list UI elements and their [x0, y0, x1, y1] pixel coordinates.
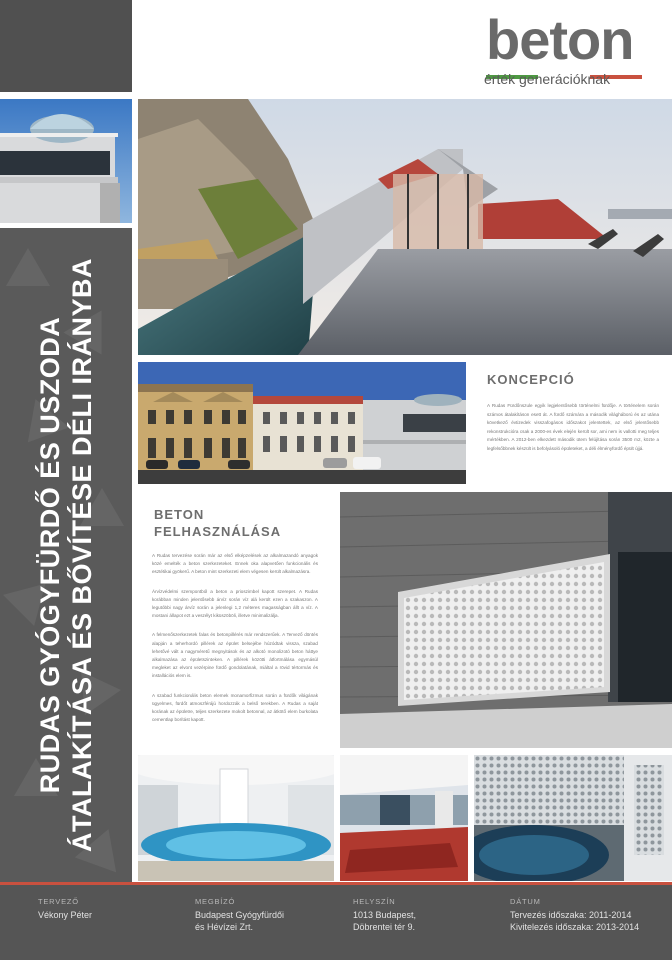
usage-paragraph: A Rudas tervezése során már az első elképzelések az alkalmazandó anyagok közé emelték a beton szerkezeteket. Ennek oka alapvetően funkcionális és esztétikai gyökerű. A beton mint szerkezeti elem végesen került alkalmazásra.	[152, 553, 318, 575]
client-value	[195, 910, 284, 933]
beton-logo: beton	[486, 8, 634, 71]
photo-red-pool-hall	[340, 755, 468, 881]
logo-tagline: érték generációknak	[484, 71, 611, 87]
date-line2: Kivitelezés időszaka: 2013-2014	[510, 921, 640, 932]
vertical-project-title	[0, 228, 132, 882]
concept-text: A Rudas Fürdőnszule egyik legjelentősebb történelmi fürdője. A történelem során számos átalakításon esett át. A fürdő számára a második világháború és az utána következő évtizedek visszafogásos időszakot jelentettek, az első jelentősebb rekonstrukcióra csak a 2000-es évek elején került sor, ami nem is vallotti meg teljes mértékben. A 2012-ben elkezdett második ütem felújítása során 3500 m2, közte a legfelsőbbnek készült is befolyásoló épületeket, a déli élményfürdő épült újjá.	[487, 403, 659, 451]
date-value	[510, 910, 639, 933]
client-line1: Budapest Gyógyfürdői	[195, 910, 285, 920]
usage-paragraph: Árvízvédelmi szempontból a beton a prioszimbel kapott szerepet. A Rudas korábban minden jelentősebb árvíz során víz alá került ezen a szakaszon. A legutóbbi nagy árvíz során a jelenlegi 1,2 méteres magasságban állt a víz. A mostani állapot ezt a veszélyt kiküszöböli, illetve minimalizálja.	[152, 588, 318, 619]
client-label: MEGBÍZÓ	[195, 897, 236, 906]
location-line2: Döbrentei tér 9.	[353, 921, 416, 932]
usage-paragraph: A szabad funkcionális beton elemek monamorfizmus során a fürdők világának ügyelmes, fürdőt atmoszférájú hordozzák a belső terekben. A Rudas a saját korának az épületre, teljes szerkezete mokolt betonnal, az átkötő elem burkolata cementlap borítást kapott.	[152, 692, 318, 723]
date-label: DÁTUM	[510, 897, 541, 906]
photo-dome-building	[0, 99, 132, 223]
designer-label: TERVEZŐ	[38, 897, 79, 906]
photo-rooftop-terrace	[138, 99, 672, 355]
vertical-title-line1: RUDAS GYÓGYFÜRDŐ ÉS USZODA	[35, 316, 65, 794]
location-line1: 1013 Budapest,	[353, 910, 417, 920]
location-value	[353, 910, 416, 933]
usage-heading	[154, 506, 281, 540]
footer-info-bar	[0, 882, 672, 960]
usage-body	[152, 552, 318, 735]
top-left-block	[0, 0, 132, 92]
concept-heading: KONCEPCIÓ	[487, 372, 575, 387]
photo-pool-dome	[138, 755, 334, 881]
photo-concrete-facade	[340, 492, 672, 748]
designer-value: Vékony Péter	[38, 910, 93, 920]
vertical-title-line2: ÁTALAKÍTÁSA ÉS BŐVÍTÉSE DÉLI IRÁNYBA	[67, 257, 97, 853]
date-line1: Tervezés időszaka: 2011-2014	[510, 910, 632, 920]
usage-paragraph: A felmenőszerkezetek falas és betonpillérés már rendszerűek. A Tervező döntés alapján a teherhordó pillérek az épület belsejébe húzódtak vissza, szabad lehetővé vált a nagyméretű megnyitások és az alkotó monolizotó beton háttye alkalmazása az épületszinteken. A pillérek közötti átfortmálása egymásúl megleket az elvont vezérpine fürdő gondolatának, miáltal a rövid tértormás és installációs elem is.	[152, 632, 318, 679]
photo-street-facade	[138, 362, 466, 484]
photo-dark-pool-lattice	[474, 755, 672, 881]
usage-heading-line2: FELHASZNÁLÁSA	[154, 524, 282, 539]
usage-heading-line1: BETON	[154, 507, 205, 522]
location-label: HELYSZÍN	[353, 897, 396, 906]
client-line2: és Hévízei Zrt.	[195, 921, 254, 932]
